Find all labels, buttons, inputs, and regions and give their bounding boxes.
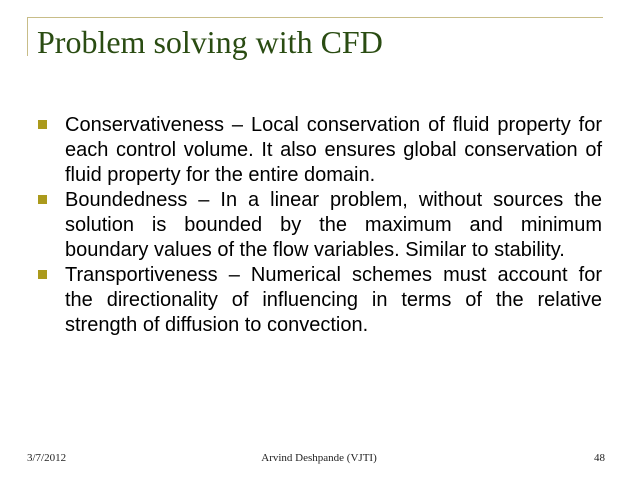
footer-author: Arvind Deshpande (VJTI): [261, 452, 377, 464]
bullet-text-conservativeness: Conservativeness – Local conservation of fluid property for each control volume. It also ensures global conservation of fluid property for the entire domain.: [65, 114, 602, 186]
square-bullet-icon: [38, 120, 47, 129]
title-rule-left: [27, 17, 28, 56]
bullet-list: [38, 113, 602, 338]
bullet-text-boundedness: Boundedness – In a linear problem, without sources the solution is bounded by the maximum and minimum boundary values of the flow variables. Similar to stability.: [65, 189, 602, 261]
square-bullet-icon: [38, 195, 47, 204]
page-number: 48: [594, 452, 605, 464]
title-rule-top: [27, 17, 603, 18]
bullet-text-transportiveness: Transportiveness – Numerical schemes must account for the directionality of influencing in terms of the relative strength of diffusion to convection.: [65, 264, 602, 336]
list-item: [38, 188, 602, 263]
square-bullet-icon: [38, 270, 47, 279]
footer-date: 3/7/2012: [27, 452, 67, 464]
list-item: [38, 113, 602, 188]
slide-title: Problem solving with CFD: [37, 24, 383, 60]
list-item: [38, 263, 602, 338]
